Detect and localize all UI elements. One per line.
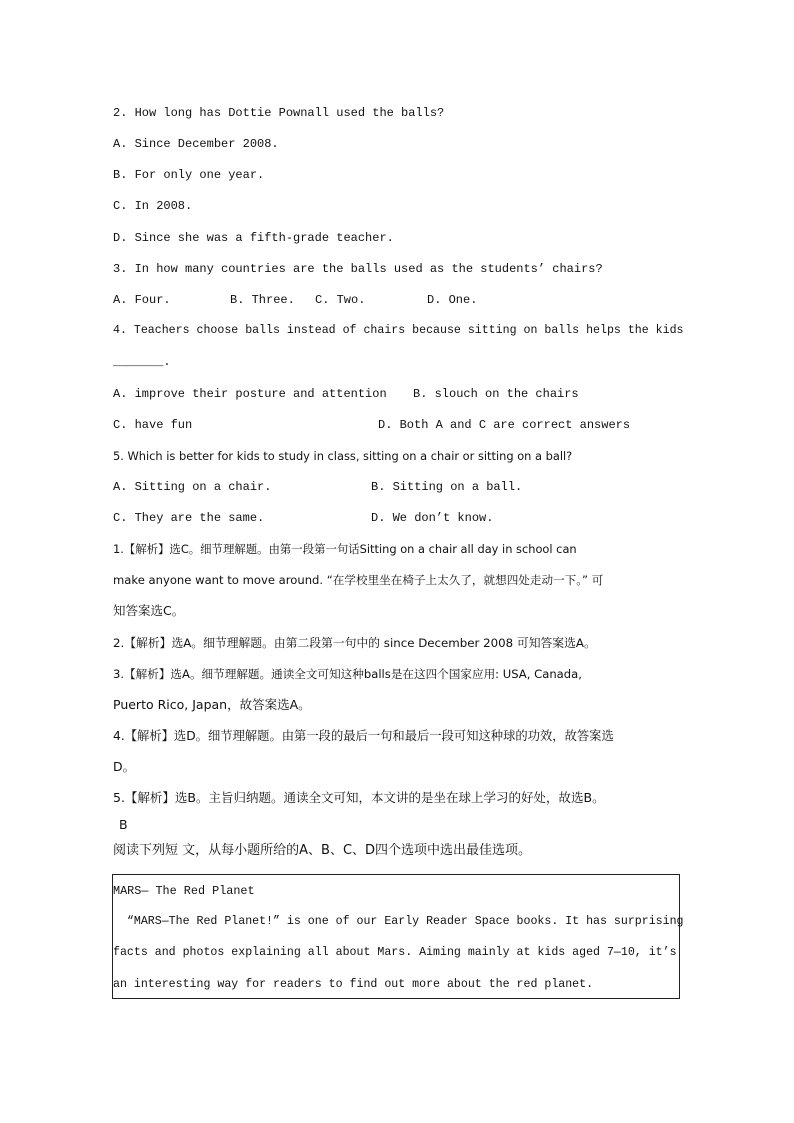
q3-option-b: B. Three. [230, 293, 295, 307]
passage-line-1: “MARS—The Red Planet!” is one of our Early Reader Space books. It has surprising [113, 915, 684, 928]
answer-1-line-2: make anyone want to move around. “在学校里坐在椅子上太久了，就想四处走动一下。” 可 [113, 573, 604, 587]
q5-option-b: B. Sitting on a ball. [371, 480, 523, 494]
q3-option-a: A. Four. [113, 293, 171, 307]
passage-box [112, 874, 684, 999]
q4-option-d: D. Both A and C are correct answers [378, 418, 631, 432]
q3-stem: 3. In how many countries are the balls used as the students’ chairs? [113, 262, 603, 276]
answer-4-line-2: D。 [113, 759, 136, 774]
q5-stem: 5. Which is better for kids to study in class, sitting on a chair or sitting on a ball? [113, 449, 573, 463]
q2-option-c: C. In 2008. [113, 199, 193, 213]
q4-blank: _______. [113, 355, 171, 369]
q2-option-a: A. Since December 2008. [113, 137, 279, 151]
answer-3-line-1: 3.【解析】选A。细节理解题。通读全文可知这种balls是在这四个国家应用: USA, Canada, [113, 667, 582, 681]
answer-1-line-1: 1.【解析】选C。细节理解题。由第一段第一句话Sitting on a chair all day in school can [113, 542, 577, 556]
q2-stem: 2. How long has Dottie Pownall used the balls? [113, 106, 445, 120]
q3-option-c: C. Two. [315, 293, 366, 307]
q5-option-a: A. Sitting on a chair. [113, 480, 272, 494]
q3-option-d: D. One. [427, 293, 478, 307]
passage-line-3: an interesting way for readers to find out more about the red planet. [113, 978, 594, 991]
section-instruction: 阅读下列短 文，从每小题所给的A、B、C、D四个选项中选出最佳选项。 [113, 843, 532, 858]
q4-option-c: C. have fun [113, 418, 193, 432]
answer-1-line-3: 知答案选C。 [113, 603, 185, 618]
q2-option-d: D. Since she was a fifth-grade teacher. [113, 231, 394, 245]
passage-title: MARS— The Red Planet [113, 884, 255, 898]
section-letter: B [119, 817, 128, 832]
q5-option-c: C. They are the same. [113, 511, 265, 525]
answer-2: 2.【解析】选A。细节理解题。由第二段第一句中的 since December 2008 可知答案选A。 [113, 636, 596, 650]
q4-option-b: B. slouch on the chairs [413, 387, 579, 401]
q2-option-b: B. For only one year. [113, 168, 265, 182]
q4-stem: 4. Teachers choose balls instead of chairs because sitting on balls helps the kids [113, 324, 684, 337]
q5-option-d: D. We don’t know. [371, 511, 494, 525]
q4-option-a: A. improve their posture and attention [113, 387, 387, 401]
answer-4-line-1: 4.【解析】选D。细节理解题。由第一段的最后一句和最后一段可知这种球的功效，故答案选 [113, 729, 614, 743]
passage-line-2: facts and photos explaining all about Mars. Aiming mainly at kids aged 7—10, it’s [113, 946, 677, 959]
answer-5: 5.【解析】选B。主旨归纳题。通读全文可知，本文讲的是坐在球上学习的好处，故选B。 [113, 790, 605, 805]
answer-3-line-2: Puerto Rico, Japan，故答案选A。 [113, 697, 311, 712]
